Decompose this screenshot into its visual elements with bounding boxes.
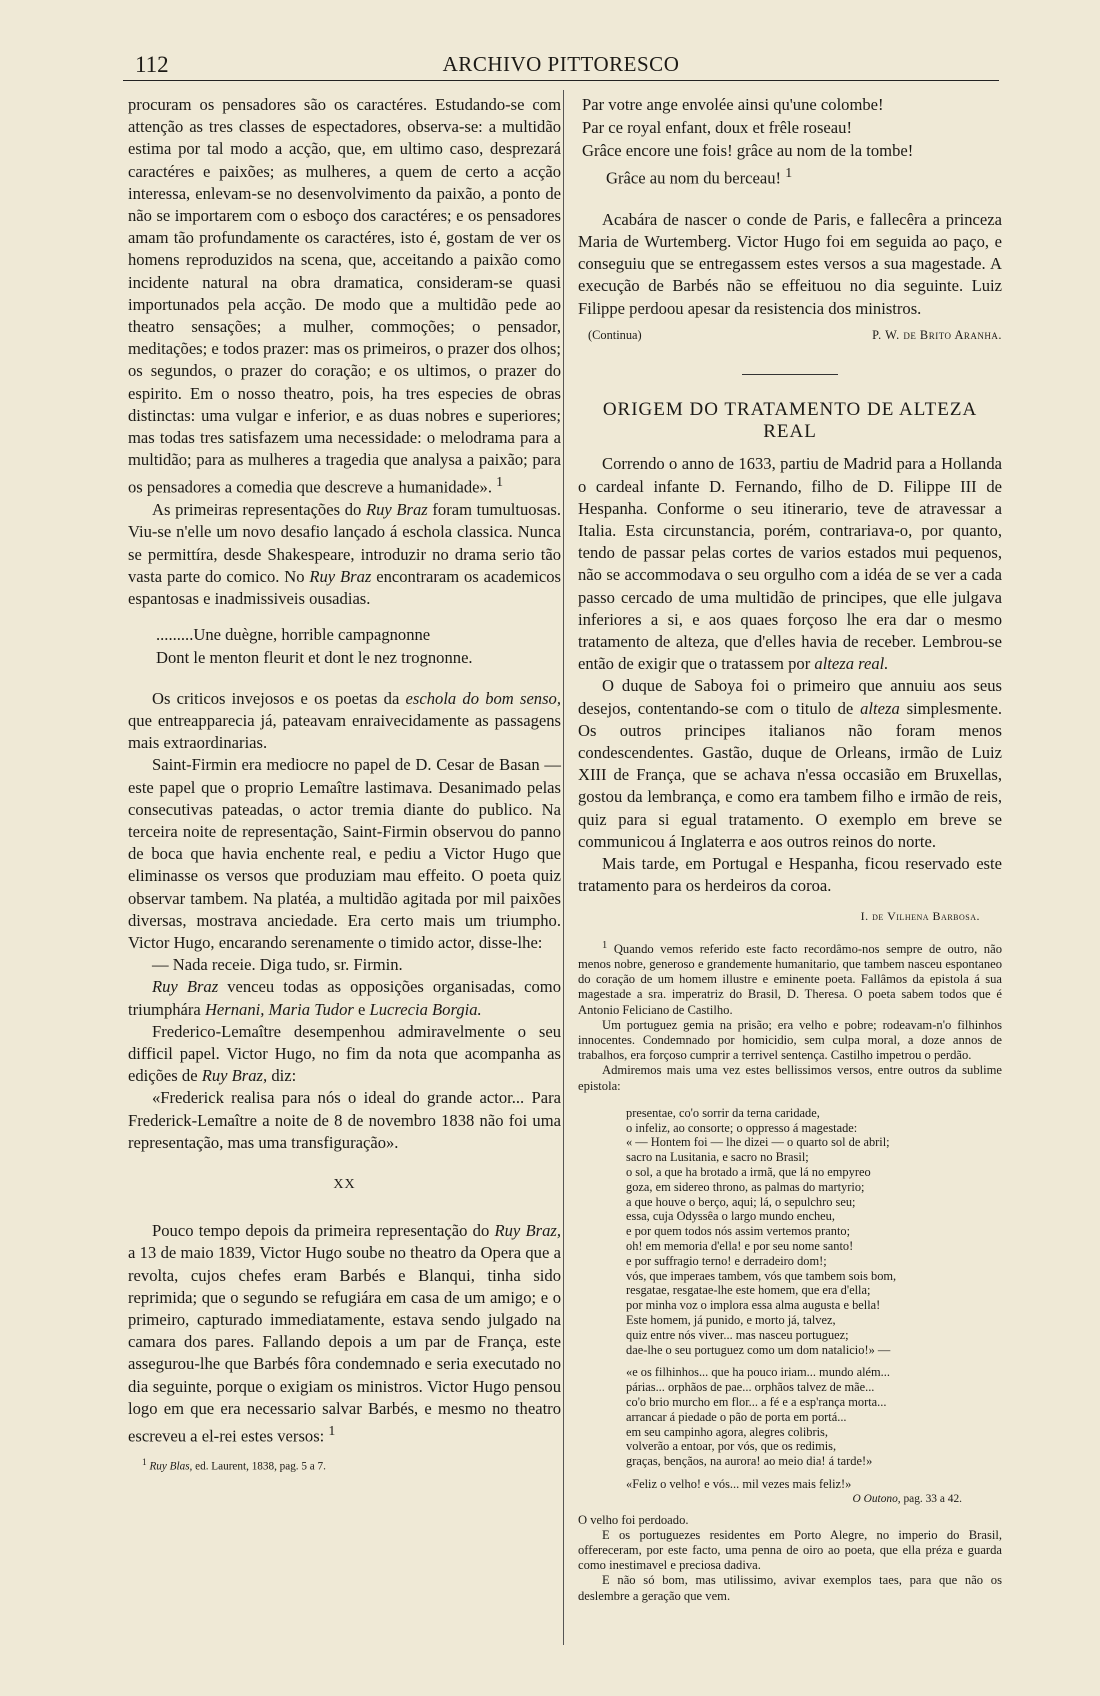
- verse-line: Par ce royal enfant, doux et frêle roseau!: [582, 117, 852, 137]
- poem-line: Este homem, já punido, e morto já, talvez,: [626, 1312, 836, 1327]
- footnote-ref: 1: [328, 1423, 336, 1439]
- paragraph: Correndo o anno de 1633, partiu de Madrid para a Hollanda o cardeal infante D. Fernando, filho de D. Filippe III de Hespanha. Conforme o seu itinerario, teve de atravessar a Italia. Esta circunstancia, porém, contrariava-o, por quanto, tendo de passar pelas cortes de varios estados mui pequenos, não se accommodava o seu orgulho com a idéa de se ver a cada passo cercado de uma multidão de principes, que elle julgava inferiores a si, e aos quaes forçoso lhe era dar o mesmo tratamento de alteza, que d'elles havia de receber. Lembrou-se então de exigir que o tratassem por alteza real.: [578, 454, 1002, 674]
- right-column: [578, 94, 1002, 1604]
- footnote: $^1$ Ruy Blas, ed. Laurent, 1838, pag. 5 a 7.: [142, 1457, 326, 1473]
- footnote: E os portuguezes residentes em Porto Alegre, no imperio do Brasil, offereceram, por este facto, uma penna de oiro ao poeta, que ella préza e guarda como inestimavel e preciosa dadiva.: [578, 1527, 1002, 1573]
- separator-rule: [742, 374, 838, 375]
- poem-line: essa, cuja Odyssêa o largo mundo encheu,: [626, 1209, 835, 1224]
- poem-line: párias... orphãos de pae... orphãos talvez de mãe...: [626, 1380, 875, 1395]
- paragraph: As primeiras representações do Ruy Braz foram tumultuosas. Viu-se n'elle um novo desafio lançado á eschola classica. Nunca se permittíra, desde Shakespeare, introduzir no drama serio tão vasta parte do comico. No Ruy Braz encontraram os academicos espantosas e inadmissiveis ousadias.: [128, 500, 561, 608]
- poem-line: resgatae, resgatae-lhe este homem, que era d'ella;: [626, 1283, 871, 1298]
- paragraph: Pouco tempo depois da primeira representação do Ruy Braz, a 13 de maio 1839, Victor Hugo soube no theatro da Opera que a revolta, cujos chefes eram Barbés e Blanqui, tinha sido reprimida; que o segundo se refugiára em casa de um amigo; e o primeiro, capturado immediatamente, estava sendo julgado na camara dos pares. Fallando depois a um par de França, este assegurou-lhe que Barbés fôra condemnado e seria executado no dia seguinte, porque o exigiam os ministros. Victor Hugo pensou logo em que era necessario salvar Barbés, e mesmo no theatro escreveu a el-rei estes versos: $^1$: [128, 1221, 561, 1446]
- poem-source: O Outono, pag. 33 a 42.: [852, 1492, 962, 1505]
- verse-line: Par votre ange envolée ainsi qu'une colombe!: [582, 95, 884, 114]
- poem-line: em seu campinho agora, alegres colibris,: [626, 1424, 828, 1439]
- verse-line: Dont le menton fleurit et dont le nez trognonne.: [156, 648, 473, 667]
- epistola-poem: [626, 1106, 1002, 1507]
- paragraph: — Nada receie. Diga tudo, sr. Firmin.: [152, 955, 403, 975]
- poem-line: volverão a entoar, por vós, que os redimis,: [626, 1439, 837, 1454]
- footnote-ref: 1: [496, 474, 504, 490]
- paragraph: Acabára de nascer o conde de Paris, e fallecêra a princeza Maria de Wurtemberg. Victor Hugo foi em seguida ao paço, e conseguiu que se entregassem estes versos a sua magestade. A execução de Barbés não se effeituou no dia seguinte. Luiz Filippe perdoou apesar da resistencia dos ministros.: [578, 209, 1002, 318]
- poem-line: por minha voz o implora essa alma augusta e bella!: [626, 1298, 881, 1313]
- poem-line: e por suffragio terno! e derradeiro dom!;: [626, 1253, 827, 1268]
- page-header: [123, 50, 999, 78]
- footnote: $^1$ Quando vemos referido este facto recordâmo-nos sempre de outro, não menos nobre, generoso e grandemente humanitario, que tambem nasceu espontaneo do coração de um homem illustre e eminente poeta. Fallâmos da epistola á sua magestade a sra. imperatriz do Brasil, D. Theresa. O poeta sabem todos que é Antonio Feliciano de Castilho.: [578, 939, 1002, 1017]
- paragraph: O duque de Saboya foi o primeiro que annuiu aos seus desejos, contentando-se com o titulo de alteza simplesmente. Os outros principes italianos não foram menos condescendentes. Gastão, duque de Orleans, irmão de Luiz XIII de França, que se achava n'essa occasião em Bruxellas, gostou da lembrança, e como era tambem filho e irmão de reis, quiz para si egual tratamento. O exemplo em breve se communicou á Inglaterra e aos outros reinos do norte.: [578, 676, 1002, 851]
- column-divider: [563, 90, 564, 1645]
- paragraph: procuram os pensadores são os caractéres. Estudando-se com attenção as tres classes de espectadores, observa-se: a multidão estima por tal modo a acção, que, em ultimo caso, desprezará caractéres e paixões; as mulheres, a quem de certo a acção interessa, enlevam-se no desenvolvimento da paixão, a ponto de não se importarem com o esboço dos caractéres; e os pensadores amam tão profundamente os caractéres, isto é, gostam de ver os homens reproduzidos na scena, que, acceitando a paixão como incidente natural na obra dramatica, consideram-se quasi importunados pela acção. De modo que a multidão pede ao theatro sensações; a mulher, commoções; o pensador, meditações; e todos prazer: mas os primeiros, o prazer dos olhos; os segundos, o prazer do coração; e os ultimos, o prazer do espirito. Em o nosso theatro, pois, ha tres especies de obras distinctas: uma vulgar e inferior, e as duas nobres e superiores; mas todas tres satisfazem uma necessidade: o melodrama para a multidão; para as mulheres a tragedia que analysa a paixão; para os pensadores a comedia que descreve a humanidade». $^1$: [128, 95, 561, 497]
- poem-line: o infeliz, ao consorte; o oppresso á magestade:: [626, 1120, 858, 1135]
- footnote: Um portuguez gemia na prisão; era velho e pobre; rodeavam-n'o filhinhos innocentes. Condemnado por homicidio, sem culpa moral, a doze annos de trabalhos, era forçoso cumprir a terrivel sentença. Castilho impetrou o perdão.: [578, 1017, 1002, 1063]
- left-column: [128, 94, 561, 1474]
- author-signature: I. de Vilhena Barbosa.: [860, 909, 980, 924]
- poem-line: goza, em sidereo throno, as palmas do martyrio;: [626, 1179, 865, 1194]
- footnote: Admiremos mais uma vez estes bellissimos versos, entre outros da sublime epistola:: [578, 1063, 1002, 1093]
- paragraph: Os criticos invejosos e os poetas da eschola do bom senso, que entreapparecia já, pateavam enraivecidamente as passagens mais extraordinarias.: [128, 688, 562, 753]
- author-signature: P. W. de Brito Aranha.: [872, 327, 1002, 342]
- poem-line: o sol, a que ha brotado a irmã, que lá no empyreo: [626, 1165, 871, 1180]
- paragraph: Mais tarde, em Portugal e Hespanha, ficou reservado este tratamento para os herdeiros da coroa.: [578, 854, 1002, 896]
- poem-line: arrancar á piedade o pão de porta em portá...: [626, 1409, 847, 1424]
- footnote: O velho foi perdoado.: [578, 1512, 689, 1527]
- footnote-block: [578, 938, 1002, 1094]
- paragraph: Ruy Braz venceu todas as opposições organisadas, como triumphára Hernani, Maria Tudor e Lucrecia Borgia.: [128, 977, 562, 1019]
- poem-line: « — Hontem foi — lhe dizei — o quarto sol de abril;: [626, 1135, 890, 1150]
- poem-line: e por quem todos nós assim vertemos pranto;: [626, 1224, 851, 1239]
- page-number: 112: [135, 52, 169, 77]
- verse-line: Grâce encore une fois! grâce au nom de la tombe!: [582, 140, 914, 160]
- footnote-block: [578, 1513, 1002, 1604]
- paragraph: Frederico-Lemaître desempenhou admiravelmente o seu difficil papel. Victor Hugo, no fim da nota que acompanha as edições de Ruy Braz, diz:: [128, 1021, 561, 1086]
- continua-label: (Continua): [588, 327, 642, 342]
- poem-line: «Feliz o velho! e vós... mil vezes mais feliz!»: [626, 1476, 852, 1491]
- verse-line: .........Une duègne, horrible campagnonne: [156, 625, 431, 645]
- poem-line: a que houve o berço, aqui; lá, o sepulchro seu;: [626, 1194, 856, 1209]
- poem-line: vós, que imperaes tambem, vós que tambem sois bom,: [626, 1268, 897, 1283]
- poem-line: dae-lhe o seu portuguez como um dom natalicio!» —: [626, 1342, 891, 1357]
- section-number: XX: [333, 1177, 356, 1193]
- poem-line: quiz entre nós viver... mas nasceu portuguez;: [626, 1327, 849, 1342]
- poem-line: sacro na Lusitania, e sacro no Brasil;: [626, 1150, 809, 1165]
- header-rule: [123, 80, 999, 81]
- poem-line: co'o brio murcho em flor... a fé e a esp'rança morta...: [626, 1394, 887, 1409]
- verse-line: Grâce au nom du berceau! $^1$: [606, 165, 793, 188]
- footnote: E não só bom, mas utilissimo, avivar exemplos taes, para que não os deslembre a geração que vem.: [578, 1573, 1002, 1603]
- verse-quote: [582, 94, 1002, 191]
- poem-line: presentae, co'o sorrir da terna caridade,: [626, 1105, 820, 1120]
- verse-quote: [156, 624, 561, 670]
- journal-title: ARCHIVO PITTORESCO: [442, 52, 680, 76]
- article-heading: ORIGEM DO TRATAMENTO DE ALTEZA REAL: [602, 398, 978, 443]
- poem-line: oh! em memoria d'ella! e por seu nome santo!: [626, 1239, 854, 1253]
- paragraph: Saint-Firmin era mediocre no papel de D. Cesar de Basan — este papel que o proprio Lemaître lastimava. Desanimado pelas consecutivas pateadas, o actor tremia diante do publico. Na terceira noite de representação, Saint-Firmin observou do panno de boca que havia enchente real, e pediu a Victor Hugo que eliminasse os versos que produziam mau effeito. O poeta quiz observar tambem. Na platéa, a multidão agitada por mil paixões diversas, mostrava anciedade. Era certo mais um triumpho. Victor Hugo, encarando serenamente o timido actor, disse-lhe:: [128, 755, 561, 953]
- poem-line: «e os filhinhos... que ha pouco iriam... mundo além...: [626, 1365, 890, 1380]
- signature-line: [588, 324, 1002, 346]
- poem-line: graças, bençãos, na aurora! ao meio dia! á tarde!»: [626, 1454, 873, 1469]
- paragraph: «Frederick realisa para nós o ideal do grande actor... Para Frederick-Lemaître a noite de 8 de novembro 1838 não foi uma representação, mas uma transfiguração».: [128, 1088, 561, 1152]
